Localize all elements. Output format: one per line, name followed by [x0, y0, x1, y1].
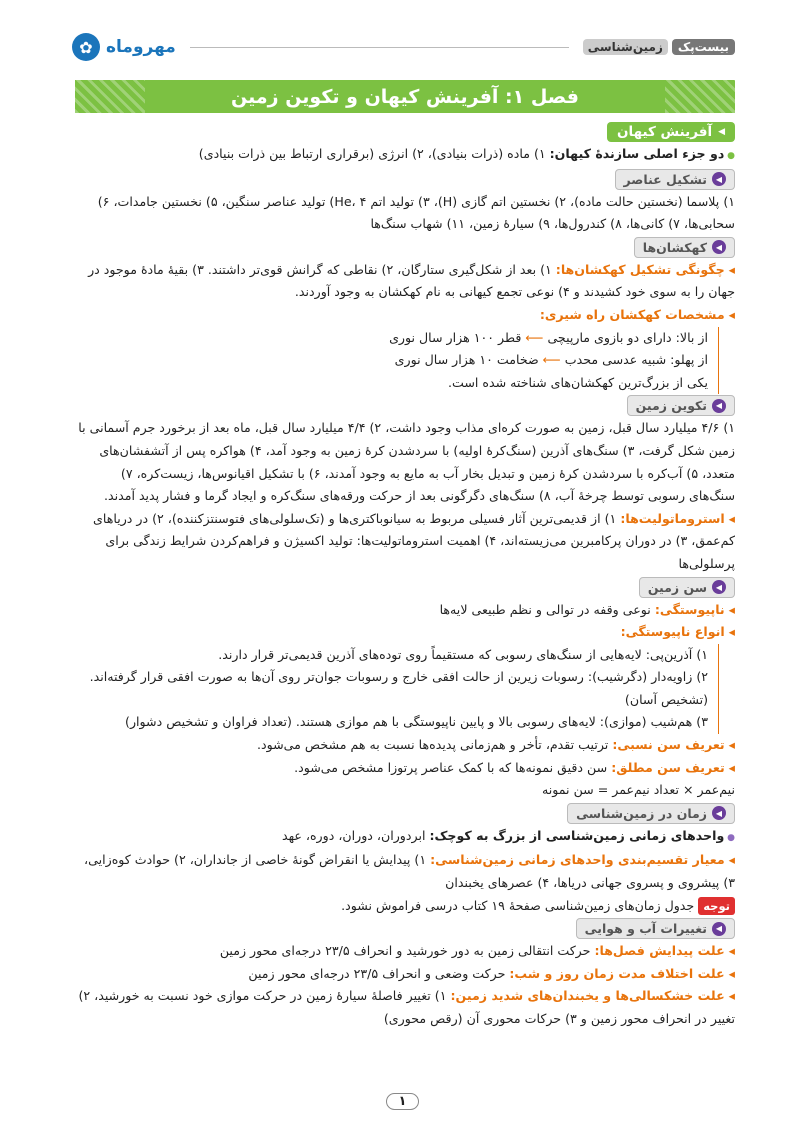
paragraph: ◂ استروماتولیت‌ها: ۱) از قدیمی‌ترین آثار فسیلی مربوط به سیانوباکتری‌ها و (تک‌سلولی‌های فتوسنتزکننده)، ۲) در دریاهای کم‌عمق، ۳) در دوران پرکامبرین می‌زیسته‌اند، ۴) اهمیت استروماتولیت‌ها: تولید اکسیژن و فراهم‌کردن شرایط زندگی برای پرسلولی‌ها [72, 508, 735, 576]
page-content [72, 122, 735, 1031]
paragraph: ۱) ۴/۶ میلیارد سال قبل، زمین به صورت کره‌ای مذاب وجود داشت، ۲) ۴/۴ میلیارد سال قبل، ماه بعد از برخورد جرم آسمانی با زمین شکل گرفت، ۳) سنگ‌های آذرین (سنگ‌کرهٔ اولیه) با سردشدن کرهٔ زمین به وجود آمد، ۴) هواکره پس از آتشفشان‌های متعدد، ۵) آب‌کره با سردشدن کرهٔ زمین و تبدیل بخار آب به مایع به وجود آمدند، ۶) با تشکیل اقیانوس‌ها، زیست‌کره، ۷) سنگ‌های رسوبی توسط چرخهٔ آب، ۸) سنگ‌های دگرگونی بعد از حرکت ورقه‌های سنگ‌کره و ایجاد گرما و فشار پدید آمدند. [78, 420, 735, 504]
play-icon: ◀ [712, 806, 726, 820]
paragraph: ◂ علت اختلاف مدت زمان روز و شب: حرکت وضعی و انحراف ۲۳/۵ درجه‌ای محور زمین [72, 963, 735, 986]
logo-text: مهروماه [106, 37, 176, 57]
subsection-heading: ◀ کهکشان‌ها [72, 237, 735, 258]
subsection-heading: ◀ تغییرات آب و هوایی [72, 918, 735, 939]
warning-icon: توجه [698, 897, 735, 915]
play-icon: ◀ [712, 172, 726, 186]
paragraph: ◂ چگونگی تشکیل کهکشان‌ها: ۱) بعد از شکل‌گیری ستارگان، ۲) نقاطی که گرانش قوی‌تر داشتند. ۳) بقیهٔ مادهٔ موجود در جهان را به سوی خود کشیدند و ۴) نوعی تجمع کیهانی به نام کهکشان به وجود آوردند. [72, 259, 735, 304]
subject-label: زمین‌شناسی [583, 39, 668, 55]
section-heading: ◀ آفرینش کیهان [72, 122, 735, 142]
butterfly-icon: ✿ [72, 33, 100, 61]
subsection-heading: ◀ تکوین زمین [72, 395, 735, 416]
play-icon: ◀ [712, 240, 726, 254]
paragraph: ◂ تعریف سن نسبی: ترتیب تقدم، تأخر و هم‌زمانی پدیده‌ها نسبت به هم مشخص می‌شود. [72, 734, 735, 757]
play-icon: ◀ [712, 580, 726, 594]
book-tag [583, 39, 735, 55]
warning-note: توجهجدول زمان‌های زمین‌شناسی صفحهٔ ۱۹ کتاب درسی فراموش نشود. [72, 895, 735, 918]
paragraph: ◂ مشخصات کهکشان راه شیری: [72, 304, 735, 327]
play-icon: ◀ [712, 399, 726, 413]
paragraph: ● واحدهای زمانی زمین‌شناسی از بزرگ به کوچک: ابردوران، دوران، دوره، عهد [72, 825, 735, 850]
paragraph: ◂ علت خشکسالی‌ها و یخبندان‌های شدید زمین: ۱) تغییر فاصلهٔ سیارهٔ زمین در حرکت موازی خود نسبت به خورشید، ۲) تغییر در انحراف محور زمین و ۳) حرکات محوری آن (رقص محوری) [72, 985, 735, 1030]
paragraph: ◂ معیار تقسیم‌بندی واحدهای زمانی زمین‌شناسی: ۱) پیدایش یا انقراض گونهٔ خاصی از جانداران، ۲) حوادث کوه‌زایی، ۳) پیشروی و پسروی جهانی دریاها، ۴) عصرهای یخبندان [72, 849, 735, 894]
paragraph: ◂ علت پیدایش فصل‌ها: حرکت انتقالی زمین به دور خورشید و انحراف ۲۳/۵ درجه‌ای محور زمین [72, 940, 735, 963]
paragraph: ◂ تعریف سن مطلق: سن دقیق نمونه‌ها که با کمک عناصر پرتوزا مشخص می‌شود. [72, 757, 735, 780]
tree-list: ۱) آذرین‌پی: لایه‌هایی از سنگ‌های رسوبی که مستقیماً روی توده‌های آذرین قدیمی‌تر قرار دارند. ۲) زاویه‌دار (دگرشیب): رسوبات زیرین از حالت افقی خارج و رسوبات جوان‌تر روی آن‌ها به صورت افقی قرار گرفته‌اند. (تشخیص آسان) ۳) هم‌شیب (موازی): لایه‌های رسوبی بالا و پایین ناپیوستگی با هم موازی هستند. (تعداد فراوان و تشخیص دشوار) [72, 644, 719, 734]
paragraph: ۱) پلاسما (نخستین حالت ماده)، ۲) نخستین اتم گازی (H)، ۳) تولید اتم He، ۴) تولید عناصر سنگین، ۵) نخستین جامدات، ۶) سحابی‌ها، ۷) کانی‌ها، ۸) کندرول‌ها، ۹) سیارهٔ زمین، ۱۱) شهاب سنگ‌ها [97, 193, 735, 232]
header-rule [190, 47, 569, 48]
page-header [72, 30, 735, 64]
book-label: بیست‌پک [672, 39, 735, 55]
play-icon: ◀ [712, 922, 726, 936]
subsection-heading: ◀ زمان در زمین‌شناسی [72, 803, 735, 824]
formula: نیم‌عمر × تعداد نیم‌عمر = سن نمونه [542, 782, 735, 798]
paragraph: ● دو جزء اصلی سازندهٔ کیهان: ۱) ماده (ذرات بنیادی)، ۲) انرژی (برقراری ارتباط بین ذرات بنیادی) [72, 143, 735, 168]
page-number: ۱ [0, 1090, 805, 1110]
tree-list: از بالا: دارای دو بازوی مارپیچی ⟵ قطر ۱۰۰ هزار سال نوری از پهلو: شبیه عدسی محدب ⟵ ضخامت ۱۰ هزار سال نوری یکی از بزرگ‌ترین کهکشان‌های شناخته شده است. [72, 327, 719, 395]
chapter-title: فصل ۱: آفرینش کیهان و تکوین زمین [75, 80, 735, 113]
publisher-logo [72, 33, 176, 61]
subsection-heading: ◀ سن زمین [72, 577, 735, 598]
paragraph: ◂ ناپیوستگی: نوعی وقفه در توالی و نظم طبیعی لایه‌ها [72, 599, 735, 622]
subsection-heading: ◀ تشکیل عناصر [72, 169, 735, 190]
paragraph: ◂ انواع ناپیوستگی: [72, 621, 735, 644]
